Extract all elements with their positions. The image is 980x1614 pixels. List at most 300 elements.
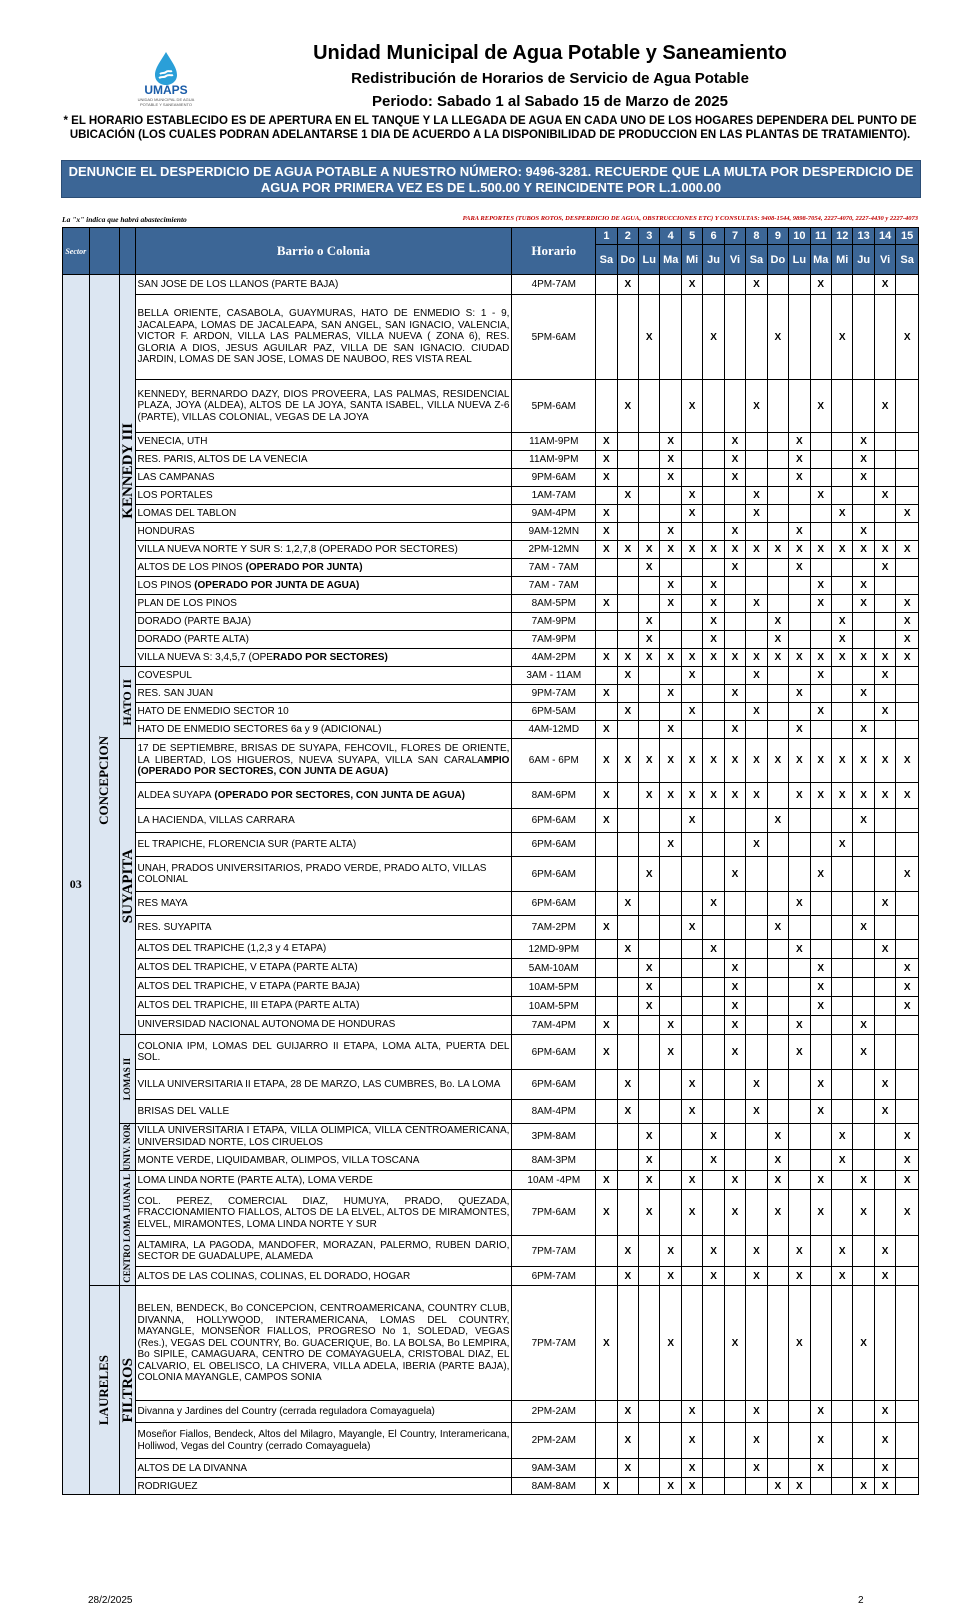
day-supply-cell: X [896, 1150, 919, 1171]
day-supply-cell [660, 559, 681, 577]
day-supply-cell: X [810, 1100, 831, 1124]
day-supply-cell [874, 1286, 895, 1401]
horario-value: 4PM-7AM [512, 275, 596, 295]
zone-label: CONCEPCION [96, 735, 112, 825]
day-supply-cell: X [896, 649, 919, 667]
table-row [63, 505, 919, 523]
horario-value: 3AM - 11AM [512, 667, 596, 685]
day-supply-cell: X [681, 809, 702, 833]
table-row [63, 959, 919, 978]
day-supply-cell: X [681, 1190, 702, 1236]
day-supply-cell: X [874, 541, 895, 559]
horario-value: 8AM-5PM [512, 595, 596, 613]
day-supply-cell [703, 916, 724, 940]
day-name: Vi [724, 245, 745, 275]
day-supply-cell: X [831, 1267, 852, 1286]
day-supply-cell [746, 916, 767, 940]
table-row [63, 275, 919, 295]
horario-value: 7AM - 7AM [512, 559, 596, 577]
barrio-name: HATO DE ENMEDIO SECTORES 6a y 9 (ADICIONAL) [135, 721, 512, 739]
day-supply-cell: X [831, 649, 852, 667]
day-supply-cell [681, 295, 702, 380]
day-supply-cell [810, 1286, 831, 1401]
day-supply-cell [767, 380, 788, 433]
barrio-name: VENECIA, UTH [135, 433, 512, 451]
day-supply-cell: X [789, 559, 810, 577]
day-supply-cell [896, 916, 919, 940]
horario-value: 10AM-5PM [512, 997, 596, 1016]
table-row [63, 1267, 919, 1286]
day-supply-cell [703, 523, 724, 541]
header-zone [89, 228, 120, 275]
day-supply-cell [703, 1100, 724, 1124]
day-supply-cell: X [810, 783, 831, 809]
zone-label-cell [89, 275, 120, 1286]
day-supply-cell: X [810, 739, 831, 783]
day-supply-cell [853, 295, 874, 380]
day-supply-cell: X [703, 649, 724, 667]
day-supply-cell: X [746, 487, 767, 505]
day-supply-cell: X [596, 739, 617, 783]
day-supply-cell [724, 1150, 745, 1171]
day-supply-cell: X [660, 523, 681, 541]
day-supply-cell: X [896, 959, 919, 978]
day-supply-cell: X [874, 1070, 895, 1100]
schedule-notice: * EL HORARIO ESTABLECIDO ES DE APERTURA EN EL TANQUE Y LA LLEGADA DE AGUA EN CADA UNO DE LOS HOGARES DEPENDERA DEL PUNTO DE UBICACIÓN (LOS CUALES PODRAN ADELANTARSE 1 DIA DE ACUERDO A LA DISPONIBILIDAD DE PRODUCCION EN LAS PLANTAS DE TRATAMIENTO). [63, 115, 917, 141]
day-supply-cell [810, 1150, 831, 1171]
table-row [63, 295, 919, 380]
day-supply-cell: X [789, 1016, 810, 1035]
day-supply-cell: X [789, 1035, 810, 1070]
day-supply-cell [724, 833, 745, 857]
day-supply-cell: X [596, 1035, 617, 1070]
day-supply-cell [874, 451, 895, 469]
schedule-table [62, 227, 919, 1495]
day-supply-cell [767, 1236, 788, 1267]
day-supply-cell: X [789, 1286, 810, 1401]
day-supply-cell: X [639, 857, 660, 892]
table-row [63, 739, 919, 783]
day-supply-cell: X [810, 649, 831, 667]
day-supply-cell [767, 433, 788, 451]
day-name: Ju [853, 245, 874, 275]
day-supply-cell [896, 721, 919, 739]
day-supply-cell [596, 631, 617, 649]
day-supply-cell: X [810, 997, 831, 1016]
day-supply-cell [853, 631, 874, 649]
day-supply-cell [660, 1124, 681, 1150]
day-supply-cell: X [639, 739, 660, 783]
table-row [63, 523, 919, 541]
day-supply-cell [724, 1236, 745, 1267]
day-supply-cell: X [660, 833, 681, 857]
day-supply-cell [617, 809, 638, 833]
day-supply-cell [853, 487, 874, 505]
day-supply-cell: X [831, 541, 852, 559]
day-supply-cell [831, 1423, 852, 1459]
day-supply-cell: X [639, 541, 660, 559]
day-supply-cell [681, 631, 702, 649]
day-supply-cell [810, 631, 831, 649]
day-supply-cell [660, 667, 681, 685]
day-supply-cell [789, 1190, 810, 1236]
day-supply-cell [831, 1478, 852, 1495]
day-supply-cell [617, 505, 638, 523]
day-supply-cell [896, 833, 919, 857]
day-supply-cell [853, 1150, 874, 1171]
day-supply-cell [746, 997, 767, 1016]
day-supply-cell: X [853, 433, 874, 451]
day-supply-cell: X [681, 1423, 702, 1459]
barrio-name: KENNEDY, BERNARDO DAZY, DIOS PROVEERA, LAS PALMAS, RESIDENCIAL PLAZA, JOYA (ALDEA), ALTOS DE LA JOYA, SANTA ISABEL, VILLA NUEVA Z-6 (PARTE), VILLAS COLONIAL, VEGAS DE LA JOYA [135, 380, 512, 433]
day-supply-cell [896, 275, 919, 295]
day-supply-cell [681, 1267, 702, 1286]
day-supply-cell: X [703, 631, 724, 649]
day-supply-cell [767, 1423, 788, 1459]
day-supply-cell [831, 523, 852, 541]
day-supply-cell: X [681, 380, 702, 433]
day-supply-cell: X [789, 739, 810, 783]
day-supply-cell [746, 1124, 767, 1150]
barrio-name: HATO DE ENMEDIO SECTOR 10 [135, 703, 512, 721]
day-supply-cell: X [874, 940, 895, 959]
day-supply-cell [660, 1070, 681, 1100]
day-name: Sa [596, 245, 617, 275]
day-supply-cell: X [596, 649, 617, 667]
group-label: CENTRO LOMA JUANA L [122, 1173, 133, 1283]
day-supply-cell [703, 809, 724, 833]
day-supply-cell [681, 997, 702, 1016]
day-supply-cell [789, 577, 810, 595]
table-row [63, 833, 919, 857]
day-supply-cell: X [639, 613, 660, 631]
day-supply-cell: X [703, 595, 724, 613]
table-row [63, 577, 919, 595]
day-supply-cell: X [874, 559, 895, 577]
day-supply-cell [896, 1286, 919, 1401]
day-supply-cell [617, 857, 638, 892]
day-supply-cell: X [639, 1150, 660, 1171]
day-supply-cell [789, 1124, 810, 1150]
day-supply-cell [896, 809, 919, 833]
day-supply-cell [681, 1150, 702, 1171]
day-supply-cell [746, 940, 767, 959]
barrio-name: ALTOS DEL TRAPICHE, III ETAPA (PARTE ALTA) [135, 997, 512, 1016]
day-supply-cell [746, 451, 767, 469]
schedule-table-wrapper [62, 227, 919, 1495]
barrio-name: ALTOS DEL TRAPICHE, V ETAPA (PARTE BAJA) [135, 978, 512, 997]
day-supply-cell [767, 1070, 788, 1100]
horario-value: 6PM-6AM [512, 892, 596, 916]
day-supply-cell: X [660, 1016, 681, 1035]
day-supply-cell [596, 1423, 617, 1459]
group-label-cell [120, 739, 135, 1035]
day-number: 9 [767, 228, 788, 245]
horario-value: 2PM-2AM [512, 1423, 596, 1459]
day-supply-cell [853, 275, 874, 295]
day-supply-cell [639, 577, 660, 595]
day-number: 4 [660, 228, 681, 245]
day-supply-cell: X [681, 275, 702, 295]
day-supply-cell [874, 295, 895, 380]
day-supply-cell: X [746, 783, 767, 809]
horario-value: 4AM-12MD [512, 721, 596, 739]
day-supply-cell [767, 275, 788, 295]
horario-value: 11AM-9PM [512, 433, 596, 451]
day-supply-cell: X [724, 739, 745, 783]
day-supply-cell [896, 940, 919, 959]
day-supply-cell: X [810, 959, 831, 978]
day-supply-cell: X [639, 631, 660, 649]
day-supply-cell [831, 433, 852, 451]
day-supply-cell: X [831, 295, 852, 380]
day-supply-cell [767, 1035, 788, 1070]
day-supply-cell [810, 1236, 831, 1267]
day-supply-cell [703, 685, 724, 703]
table-row [63, 1478, 919, 1495]
day-supply-cell: X [703, 783, 724, 809]
day-supply-cell: X [874, 649, 895, 667]
day-supply-cell [767, 1286, 788, 1401]
day-supply-cell [660, 997, 681, 1016]
day-supply-cell [596, 613, 617, 631]
day-supply-cell: X [724, 559, 745, 577]
day-supply-cell: X [724, 783, 745, 809]
day-supply-cell: X [831, 783, 852, 809]
table-row [63, 1100, 919, 1124]
day-supply-cell: X [660, 685, 681, 703]
day-supply-cell [767, 523, 788, 541]
day-supply-cell [896, 1267, 919, 1286]
day-supply-cell [767, 685, 788, 703]
table-row [63, 783, 919, 809]
day-supply-cell [681, 940, 702, 959]
day-supply-cell [896, 469, 919, 487]
day-supply-cell: X [789, 649, 810, 667]
day-supply-cell [617, 1286, 638, 1401]
day-supply-cell: X [596, 469, 617, 487]
day-supply-cell [853, 559, 874, 577]
day-supply-cell: X [874, 1478, 895, 1495]
day-supply-cell: X [617, 1267, 638, 1286]
day-supply-cell: X [703, 739, 724, 783]
barrio-name: RES. SUYAPITA [135, 916, 512, 940]
day-supply-cell [746, 469, 767, 487]
day-supply-cell: X [810, 380, 831, 433]
day-supply-cell [596, 1267, 617, 1286]
day-supply-cell [703, 667, 724, 685]
day-supply-cell: X [767, 1171, 788, 1190]
day-supply-cell [617, 523, 638, 541]
day-supply-cell: X [660, 541, 681, 559]
day-supply-cell [617, 721, 638, 739]
barrio-name: RODRIGUEZ [135, 1478, 512, 1495]
day-supply-cell [789, 703, 810, 721]
day-supply-cell: X [896, 997, 919, 1016]
day-supply-cell: X [874, 487, 895, 505]
table-row [63, 1035, 919, 1070]
day-supply-cell [896, 487, 919, 505]
day-supply-cell [789, 997, 810, 1016]
barrio-name: RES MAYA [135, 892, 512, 916]
group-label-cell [120, 667, 135, 739]
day-supply-cell [596, 892, 617, 916]
day-supply-cell [596, 275, 617, 295]
day-supply-cell [874, 1016, 895, 1035]
day-supply-cell: X [896, 1190, 919, 1236]
day-supply-cell: X [853, 1190, 874, 1236]
horario-value: 8AM-3PM [512, 1150, 596, 1171]
day-supply-cell [660, 1171, 681, 1190]
day-supply-cell [810, 523, 831, 541]
day-supply-cell [703, 505, 724, 523]
table-row [63, 916, 919, 940]
day-supply-cell [789, 1401, 810, 1423]
day-supply-cell: X [596, 433, 617, 451]
day-supply-cell [639, 685, 660, 703]
day-supply-cell: X [660, 739, 681, 783]
barrio-name: ALTOS DEL TRAPICHE, V ETAPA (PARTE ALTA) [135, 959, 512, 978]
day-supply-cell: X [853, 469, 874, 487]
day-supply-cell [596, 1070, 617, 1100]
day-supply-cell: X [617, 1459, 638, 1478]
day-supply-cell [896, 1459, 919, 1478]
day-supply-cell [596, 978, 617, 997]
horario-value: 5AM-10AM [512, 959, 596, 978]
day-supply-cell [831, 1035, 852, 1070]
day-supply-cell [831, 380, 852, 433]
day-supply-cell [639, 1100, 660, 1124]
day-supply-cell: X [810, 1190, 831, 1236]
day-supply-cell: X [810, 595, 831, 613]
day-supply-cell [746, 1171, 767, 1190]
day-supply-cell [639, 1459, 660, 1478]
day-supply-cell: X [874, 739, 895, 783]
day-supply-cell: X [789, 523, 810, 541]
day-supply-cell: X [660, 469, 681, 487]
day-supply-cell: X [681, 541, 702, 559]
day-supply-cell [681, 721, 702, 739]
table-row [63, 1070, 919, 1100]
day-supply-cell: X [746, 667, 767, 685]
day-supply-cell [596, 295, 617, 380]
day-supply-cell [789, 809, 810, 833]
group-label: UNIV. NOR [122, 1124, 133, 1171]
day-supply-cell [874, 1150, 895, 1171]
day-supply-cell [724, 595, 745, 613]
day-supply-cell: X [724, 997, 745, 1016]
day-supply-cell [617, 916, 638, 940]
day-supply-cell [703, 559, 724, 577]
day-supply-cell: X [617, 1236, 638, 1267]
day-supply-cell [789, 1459, 810, 1478]
day-supply-cell [831, 892, 852, 916]
day-supply-cell: X [810, 1171, 831, 1190]
day-number: 1 [596, 228, 617, 245]
day-supply-cell [617, 577, 638, 595]
day-supply-cell: X [853, 649, 874, 667]
horario-value: 7AM-2PM [512, 916, 596, 940]
day-supply-cell [746, 892, 767, 916]
day-supply-cell [724, 1423, 745, 1459]
day-supply-cell [810, 809, 831, 833]
day-supply-cell: X [874, 1267, 895, 1286]
horario-value: 7AM - 7AM [512, 577, 596, 595]
day-supply-cell [746, 809, 767, 833]
day-supply-cell: X [853, 685, 874, 703]
day-supply-cell [681, 857, 702, 892]
day-supply-cell [874, 433, 895, 451]
day-supply-cell [767, 577, 788, 595]
day-supply-cell: X [746, 739, 767, 783]
day-supply-cell [639, 1267, 660, 1286]
day-supply-cell [853, 1423, 874, 1459]
footer-date: 28/2/2025 [88, 1595, 133, 1606]
day-supply-cell [703, 1401, 724, 1423]
day-supply-cell: X [703, 613, 724, 631]
day-supply-cell: X [789, 892, 810, 916]
day-supply-cell [767, 857, 788, 892]
horario-value: 9AM-3AM [512, 1459, 596, 1478]
day-supply-cell [896, 523, 919, 541]
horario-value: 6PM-6AM [512, 1035, 596, 1070]
horario-value: 10AM -4PM [512, 1171, 596, 1190]
day-supply-cell [681, 433, 702, 451]
day-supply-cell [617, 469, 638, 487]
day-supply-cell: X [681, 1100, 702, 1124]
day-supply-cell: X [874, 1401, 895, 1423]
day-supply-cell [874, 997, 895, 1016]
horario-value: 9AM-4PM [512, 505, 596, 523]
day-supply-cell: X [703, 295, 724, 380]
day-supply-cell [703, 1016, 724, 1035]
day-supply-cell [660, 892, 681, 916]
barrio-name: ALTOS DE LAS COLINAS, COLINAS, EL DORADO, HOGAR [135, 1267, 512, 1286]
day-supply-cell [724, 380, 745, 433]
day-supply-cell: X [789, 1478, 810, 1495]
day-supply-cell [703, 1190, 724, 1236]
day-supply-cell [596, 380, 617, 433]
day-supply-cell: X [746, 1070, 767, 1100]
day-supply-cell: X [853, 809, 874, 833]
day-supply-cell [896, 667, 919, 685]
table-row [63, 1150, 919, 1171]
day-supply-cell [810, 295, 831, 380]
day-supply-cell [639, 505, 660, 523]
day-supply-cell [853, 667, 874, 685]
day-supply-cell [831, 1459, 852, 1478]
day-supply-cell: X [617, 275, 638, 295]
day-supply-cell [831, 809, 852, 833]
day-supply-cell [681, 892, 702, 916]
day-supply-cell [724, 1478, 745, 1495]
day-supply-cell [703, 857, 724, 892]
day-supply-cell: X [681, 505, 702, 523]
day-supply-cell [703, 469, 724, 487]
day-supply-cell [703, 833, 724, 857]
day-supply-cell [746, 523, 767, 541]
day-supply-cell: X [681, 916, 702, 940]
day-supply-cell [831, 451, 852, 469]
day-supply-cell [617, 1124, 638, 1150]
day-supply-cell [767, 703, 788, 721]
day-supply-cell [596, 1401, 617, 1423]
day-supply-cell: X [681, 739, 702, 783]
day-supply-cell: X [896, 1124, 919, 1150]
day-supply-cell [810, 916, 831, 940]
table-row [63, 997, 919, 1016]
day-supply-cell [831, 487, 852, 505]
